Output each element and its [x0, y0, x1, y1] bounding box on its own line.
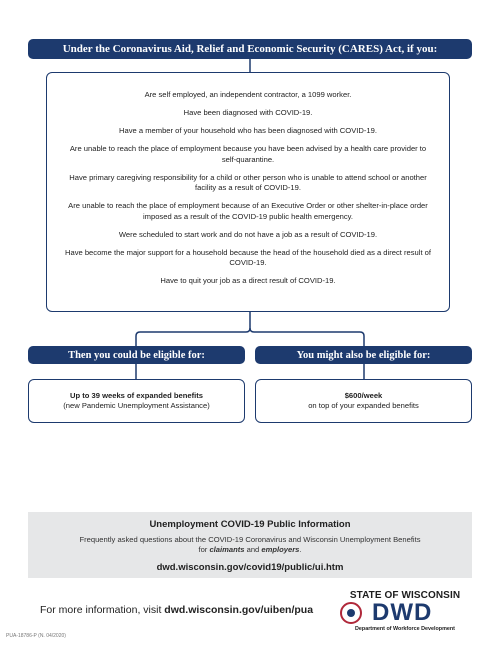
footer-text: For more information, visit — [40, 604, 165, 616]
desc-end: . — [299, 545, 302, 554]
condition-item: Have a member of your household who has been diagnosed with COVID-19. — [119, 126, 377, 135]
condition-item: Were scheduled to start work and do not have a job as a result of COVID-19. — [118, 229, 378, 239]
conditions-box — [46, 72, 450, 312]
public-info-description — [28, 535, 472, 555]
footer-more-info — [40, 604, 313, 616]
condition-item: Have been diagnosed with COVID-19. — [183, 108, 313, 117]
desc-claimants: claimants — [209, 545, 245, 554]
logo-acronym: DWD — [372, 599, 433, 626]
public-info-desc-line1: Frequently asked questions about the COVID-19 Coronavirus and Wisconsin Unemployment Benefits — [79, 535, 421, 544]
eligible-for-banner: Then you could be eligible for: — [28, 346, 245, 364]
public-info-panel — [28, 512, 472, 578]
expanded-benefits-note: (new Pandemic Unemployment Assistance) — [63, 401, 210, 410]
condition-item: Are self employed, an independent contractor, a 1099 worker. — [144, 90, 352, 99]
weekly-benefit-amount: $600/week — [344, 390, 383, 400]
weekly-benefit-note: on top of your expanded benefits — [308, 401, 419, 410]
desc-and: and — [244, 545, 262, 554]
expanded-benefits-box — [28, 379, 245, 423]
public-info-link[interactable]: dwd.wisconsin.gov/covid19/public/ui.htm — [156, 562, 344, 573]
desc-for: for — [198, 545, 210, 554]
logo-department-text: Department of Workforce Development — [355, 626, 455, 632]
also-eligible-banner: You might also be eligible for: — [255, 346, 472, 364]
cares-act-banner: Under the Coronavirus Aid, Relief and Economic Security (CARES) Act, if you: — [28, 39, 472, 59]
condition-item: Are unable to reach the place of employment because of an Executive Order or other shelter-in-place order imposed as a result of the COVID-19 public health emergency. — [68, 201, 428, 221]
condition-item: Have to quit your job as a direct result of COVID-19. — [160, 276, 336, 285]
public-info-title: Unemployment COVID-19 Public Information — [149, 519, 351, 530]
expanded-benefits-title: Up to 39 weeks of expanded benefits — [70, 390, 203, 400]
condition-item: Have become the major support for a household because the head of the household died as a direct result of COVID-19. — [65, 247, 432, 267]
condition-item: Have primary caregiving responsibility for a child or other person who is unable to attend school or another facility as a result of COVID-19. — [69, 172, 427, 192]
desc-employers: employers — [261, 545, 300, 554]
footer-link[interactable]: dwd.wisconsin.gov/uiben/pua — [164, 604, 314, 616]
state-seal-icon — [340, 602, 362, 624]
public-info-desc-line2 — [28, 545, 472, 555]
dwd-logo — [338, 590, 472, 634]
weekly-benefit-box — [255, 379, 472, 423]
condition-item: Are unable to reach the place of employment because you have been advised by a health care provider to self-quarantine. — [69, 144, 427, 164]
form-code: PUA-18786-P (N. 04/2020) — [6, 633, 66, 639]
logo-state-text: STATE OF WISCONSIN — [349, 590, 461, 601]
